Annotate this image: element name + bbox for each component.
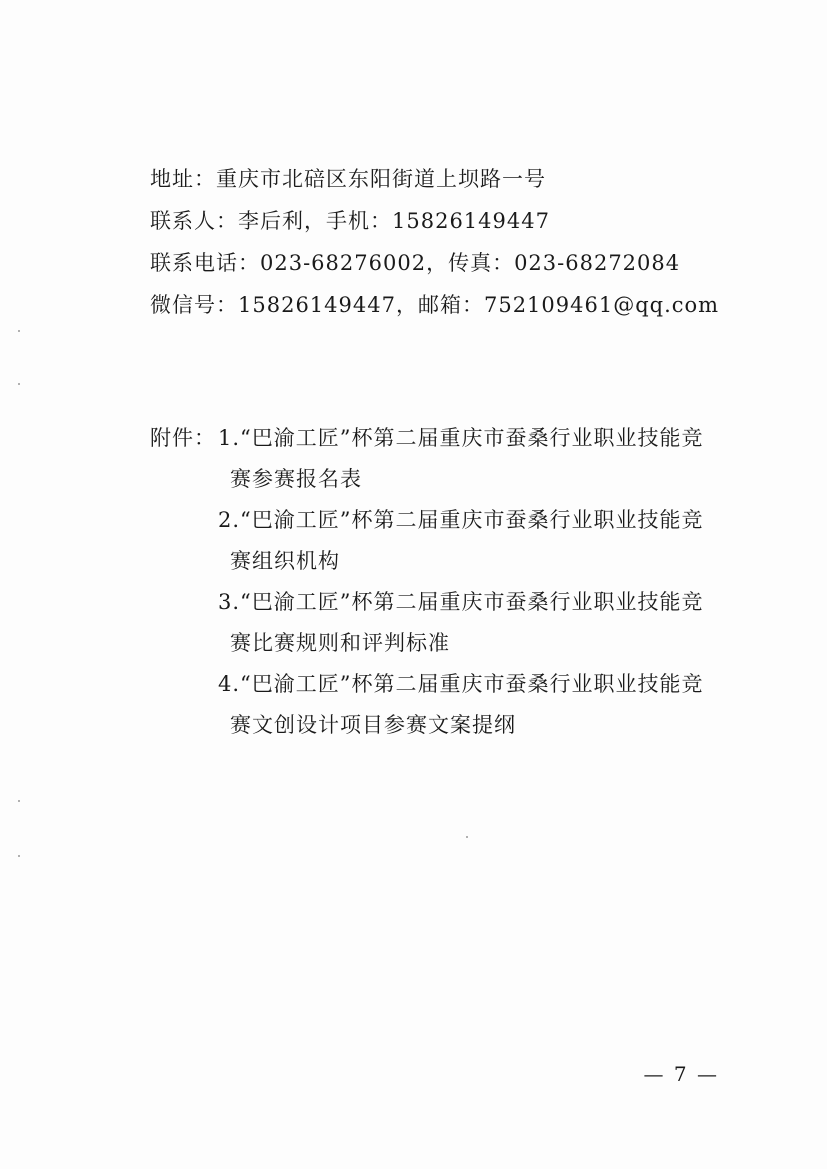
attachment-title: “巴渝工匠”杯第二届重庆市蚕桑行业职业技能竞: [240, 672, 704, 696]
attachment-item-2: [150, 500, 790, 582]
attachment-number: 4.: [218, 672, 241, 696]
attachments-list: [150, 418, 790, 746]
phone-fax-line: 联系电话：023-68276002，传真：023-68272084: [150, 251, 681, 275]
attachment-title: “巴渝工匠”杯第二届重庆市蚕桑行业职业技能竞: [240, 590, 704, 614]
scan-speck: [466, 836, 468, 838]
attachment-number: 2.: [218, 508, 241, 532]
scan-speck: [18, 383, 20, 385]
page-number: — 7 —: [643, 1062, 719, 1086]
scan-speck: [18, 330, 20, 332]
attachment-title: “巴渝工匠”杯第二届重庆市蚕桑行业职业技能竞: [240, 426, 704, 450]
attachment-number: 1.: [218, 426, 241, 450]
attachment-title-cont: 赛文创设计项目参赛文案提纲: [230, 713, 516, 737]
attachment-item-4: [150, 664, 790, 746]
attachment-title-cont: 赛参赛报名表: [230, 467, 362, 491]
wechat-email-line: 微信号：15826149447，邮箱：752109461@qq.com: [150, 293, 720, 317]
contact-info: [150, 158, 790, 326]
attachment-title-cont: 赛比赛规则和评判标准: [230, 631, 450, 655]
attachment-title-cont: 赛组织机构: [230, 549, 340, 573]
attachments-label: 附件：: [150, 426, 216, 450]
attachment-number: 3.: [218, 590, 241, 614]
scan-speck: [18, 855, 20, 857]
attachment-item-1: [150, 418, 790, 500]
contact-person-line: 联系人：李后利，手机：15826149447: [150, 209, 550, 233]
attachment-title: “巴渝工匠”杯第二届重庆市蚕桑行业职业技能竞: [240, 508, 704, 532]
address-line: 地址：重庆市北碚区东阳街道上坝路一号: [150, 167, 546, 191]
scan-speck: [18, 800, 20, 802]
attachment-item-3: [150, 582, 790, 664]
